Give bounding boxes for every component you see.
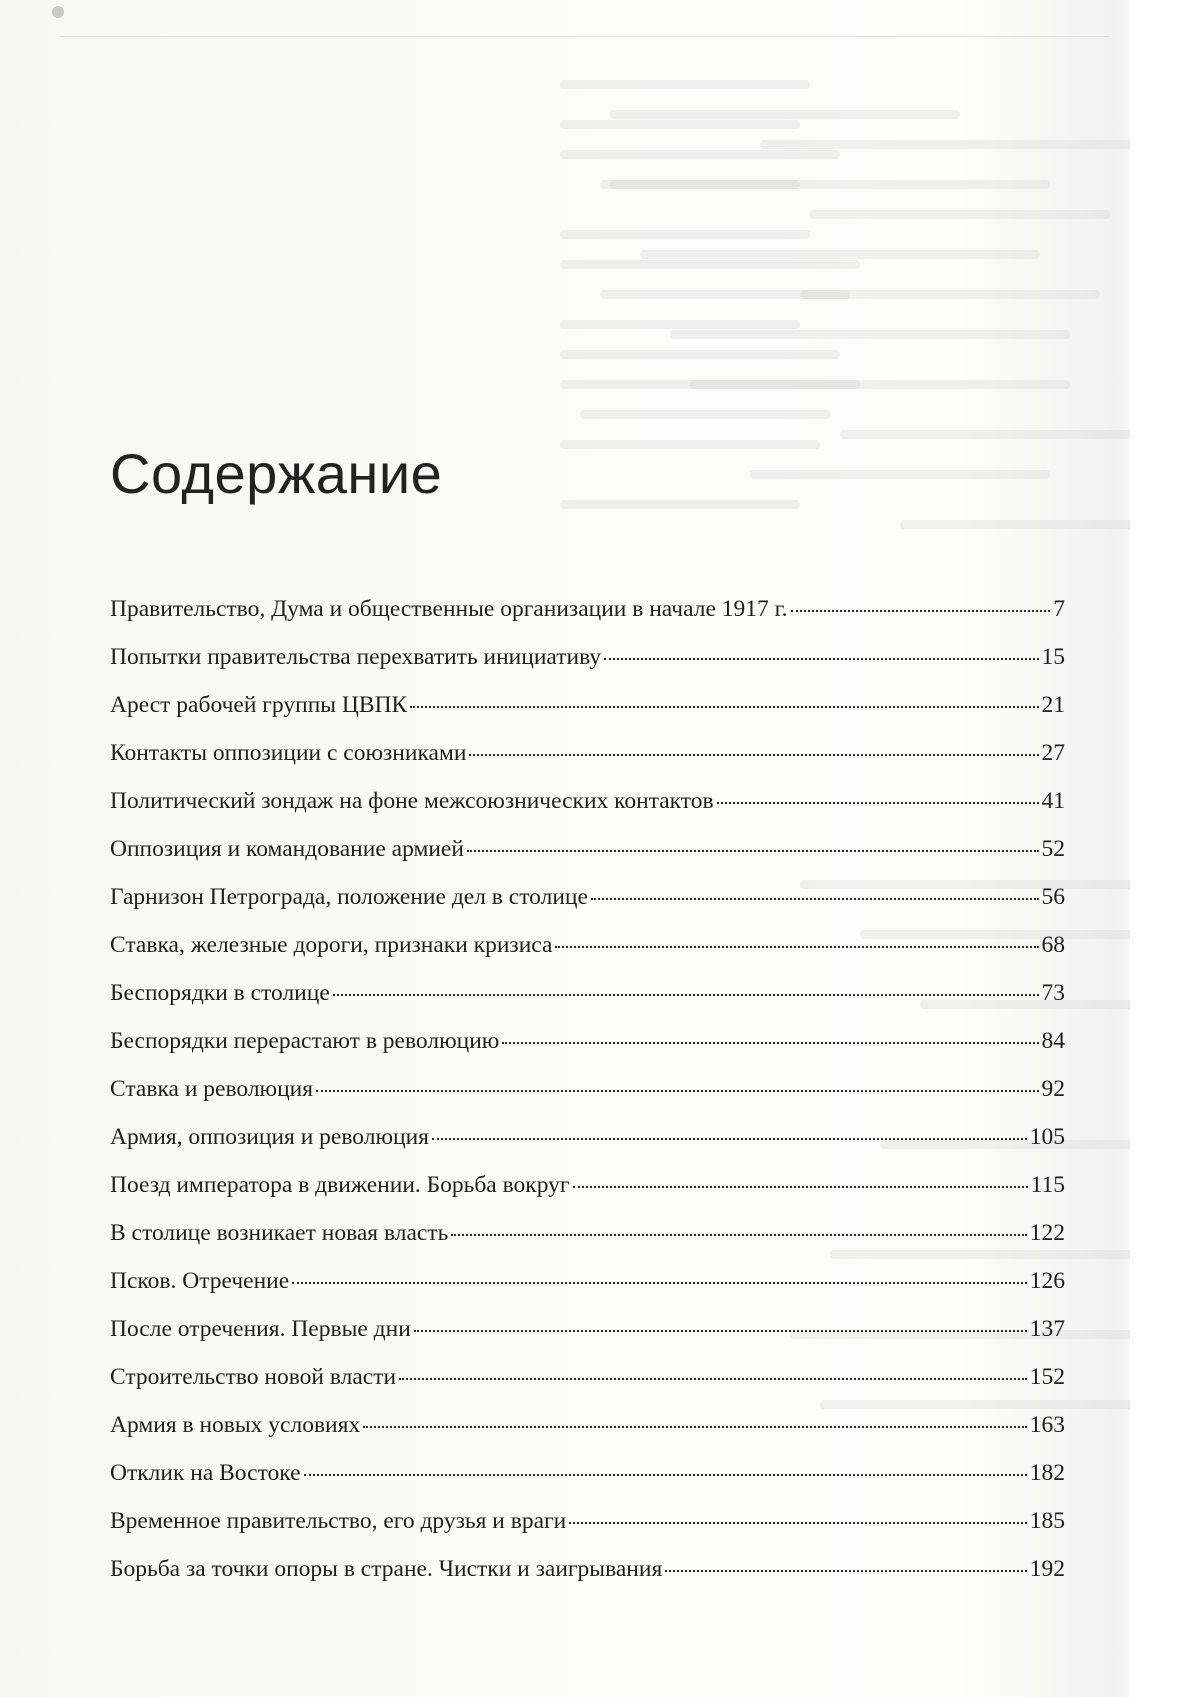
show-through-line xyxy=(670,330,1070,339)
show-through-line xyxy=(560,350,840,359)
toc-page-number: 7 xyxy=(1053,596,1065,622)
toc-entry-title: Арест рабочей группы ЦВПК xyxy=(110,692,408,718)
toc-page-number: 84 xyxy=(1041,1028,1065,1054)
toc-entry xyxy=(110,1556,1065,1604)
toc-page-number: 15 xyxy=(1041,644,1065,670)
toc-entry-title: Оппозиция и командование армией xyxy=(110,836,464,862)
show-through-line xyxy=(560,150,840,159)
toc-entry xyxy=(110,692,1065,740)
show-through-line xyxy=(750,470,1050,479)
toc-page-number: 182 xyxy=(1029,1460,1065,1486)
toc-leader-dots xyxy=(304,1474,1027,1476)
toc-entry xyxy=(110,1028,1065,1076)
toc-entry xyxy=(110,1364,1065,1412)
toc-leader-dots xyxy=(469,754,1038,756)
toc-leader-dots xyxy=(717,802,1039,804)
toc-page-number: 163 xyxy=(1029,1412,1065,1438)
toc-leader-dots xyxy=(502,1042,1038,1044)
toc-leader-dots xyxy=(316,1090,1038,1092)
show-through-line xyxy=(600,290,850,299)
toc-entry-title: Отклик на Востоке xyxy=(110,1460,301,1486)
toc-page-number: 41 xyxy=(1041,788,1065,814)
show-through-line xyxy=(560,380,860,389)
toc-leader-dots xyxy=(333,994,1039,996)
show-through-line xyxy=(640,250,1040,259)
toc-entry xyxy=(110,596,1065,644)
toc-entry xyxy=(110,1268,1065,1316)
show-through-line xyxy=(580,410,830,419)
toc-page-number: 52 xyxy=(1041,836,1065,862)
toc-entry-title: Борьба за точки опоры в стране. Чистки и заигрывания xyxy=(110,1556,663,1582)
toc-entry-title: В столице возникает новая власть xyxy=(110,1220,449,1246)
contents-heading: Содержание xyxy=(110,442,443,505)
toc-page-number: 126 xyxy=(1029,1268,1065,1294)
show-through-line xyxy=(610,180,1050,189)
show-through-line xyxy=(560,440,820,449)
show-through-mark xyxy=(52,6,64,18)
toc-page-number: 68 xyxy=(1041,932,1065,958)
toc-leader-dots xyxy=(363,1426,1027,1428)
toc-entry xyxy=(110,932,1065,980)
toc-entry-title: Строительство новой власти xyxy=(110,1364,397,1390)
toc-entry xyxy=(110,884,1065,932)
show-through-line xyxy=(810,210,1110,219)
toc-entry xyxy=(110,1220,1065,1268)
toc-entry-title: Поезд императора в движении. Борьба вокруг xyxy=(110,1172,570,1198)
show-through-line xyxy=(560,500,800,509)
toc-entry-title: Ставка, железные дороги, признаки кризиса xyxy=(110,932,553,958)
toc-entry-title: Армия, оппозиция и революция xyxy=(110,1124,429,1150)
show-through-line xyxy=(560,260,860,269)
toc-entry-title: Попытки правительства перехватить инициативу xyxy=(110,644,602,670)
toc-leader-dots xyxy=(432,1138,1027,1140)
toc-leader-dots xyxy=(467,850,1039,852)
toc-entry xyxy=(110,1076,1065,1124)
toc-entry xyxy=(110,1508,1065,1556)
toc-leader-dots xyxy=(569,1522,1027,1524)
toc-page-number: 137 xyxy=(1029,1316,1065,1342)
toc-entry-title: Контакты оппозиции с союзниками xyxy=(110,740,467,766)
show-through-rule xyxy=(60,36,1110,37)
toc-leader-dots xyxy=(591,898,1039,900)
toc-page-number: 56 xyxy=(1041,884,1065,910)
show-through-line xyxy=(800,290,1100,299)
toc-entry-title: Псков. Отречение xyxy=(110,1268,290,1294)
toc-entry xyxy=(110,788,1065,836)
toc-entry-title: Беспорядки в столице xyxy=(110,980,330,1006)
toc-page-number: 73 xyxy=(1041,980,1065,1006)
toc-page-number: 185 xyxy=(1029,1508,1065,1534)
toc-leader-dots xyxy=(292,1282,1027,1284)
toc-page-number: 115 xyxy=(1030,1172,1065,1198)
toc-entry xyxy=(110,1316,1065,1364)
show-through-line xyxy=(560,120,800,129)
toc-entry-title: Политический зондаж на фоне межсоюзнических контактов xyxy=(110,788,714,814)
toc-entry-title: Ставка и революция xyxy=(110,1076,314,1102)
toc-entry xyxy=(110,1124,1065,1172)
toc-entry-title: Беспорядки перерастают в революцию xyxy=(110,1028,500,1054)
toc-entry xyxy=(110,740,1065,788)
show-through-line xyxy=(560,320,800,329)
toc-leader-dots xyxy=(604,658,1038,660)
toc-entry-title: После отречения. Первые дни xyxy=(110,1316,411,1342)
toc-entry-title: Армия в новых условиях xyxy=(110,1412,361,1438)
toc-page-number: 105 xyxy=(1029,1124,1065,1150)
toc-leader-dots xyxy=(410,706,1038,708)
toc-page-number: 192 xyxy=(1029,1556,1065,1582)
page-edge xyxy=(1130,0,1201,1697)
toc-page-number: 21 xyxy=(1041,692,1065,718)
toc-entry-title: Временное правительство, его друзья и враги xyxy=(110,1508,567,1534)
show-through-line xyxy=(840,430,1140,439)
show-through-line xyxy=(560,80,810,89)
toc-entry xyxy=(110,980,1065,1028)
toc-entry-title: Гарнизон Петрограда, положение дел в столице xyxy=(110,884,588,910)
toc-entry xyxy=(110,836,1065,884)
toc-list xyxy=(110,596,1065,1604)
toc-leader-dots xyxy=(555,946,1038,948)
toc-leader-dots xyxy=(451,1234,1026,1236)
toc-entry xyxy=(110,644,1065,692)
show-through-line xyxy=(900,520,1160,529)
show-through-header xyxy=(0,4,1110,34)
toc-entry-title: Правительство, Дума и общественные организации в начале 1917 г. xyxy=(110,596,788,622)
toc-leader-dots xyxy=(665,1570,1027,1572)
show-through-line xyxy=(690,380,1070,389)
toc-entry xyxy=(110,1412,1065,1460)
toc-page-number: 92 xyxy=(1041,1076,1065,1102)
toc-entry xyxy=(110,1460,1065,1508)
toc-page-number: 152 xyxy=(1029,1364,1065,1390)
toc-leader-dots xyxy=(791,610,1051,612)
toc-leader-dots xyxy=(399,1378,1027,1380)
toc-leader-dots xyxy=(414,1330,1027,1332)
show-through-line xyxy=(560,230,810,239)
toc-leader-dots xyxy=(573,1186,1028,1188)
show-through-line xyxy=(600,180,800,189)
toc-page-number: 27 xyxy=(1041,740,1065,766)
show-through-line xyxy=(610,110,960,119)
toc-page-number: 122 xyxy=(1029,1220,1065,1246)
show-through-line xyxy=(760,140,1180,149)
toc-entry xyxy=(110,1172,1065,1220)
